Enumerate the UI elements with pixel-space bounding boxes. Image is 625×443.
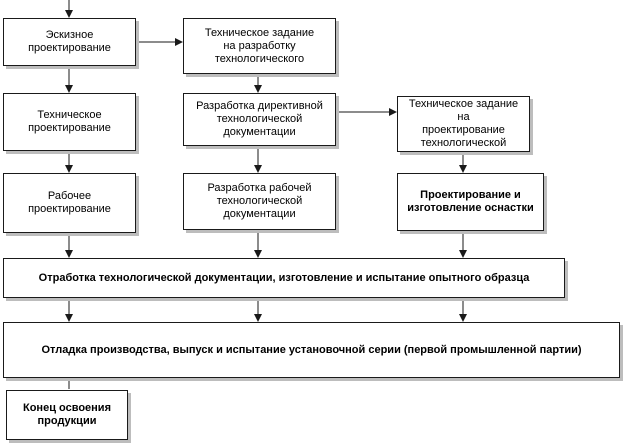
tech-spec-technology-box xyxy=(183,18,336,74)
prototype-testing-label: Отработка технологической документации, изготовление и испытание опытного образца xyxy=(38,271,530,284)
prototype-testing-box xyxy=(3,258,565,298)
working-documentation-box xyxy=(183,173,336,230)
tooling-label: Проектирование и изготовление оснастки xyxy=(407,189,534,214)
directive-documentation-label: Разработка директивной технологической документации xyxy=(196,100,323,138)
tech-spec-design-box xyxy=(397,96,530,152)
working-documentation-label: Разработка рабочей технологической документации xyxy=(207,182,312,220)
tooling-box xyxy=(397,173,544,231)
sketch-design-box xyxy=(3,18,136,66)
production-adjustment-label: Отладка производства, выпуск и испытание установочной серии (первой промышленной партии) xyxy=(41,343,582,356)
production-adjustment-box xyxy=(3,322,620,378)
technical-design-box xyxy=(3,93,136,151)
directive-documentation-box xyxy=(183,93,336,146)
tech-spec-technology-label: Техническое задание на разработку технологического xyxy=(204,26,315,65)
working-design-label: Рабочее проектирование xyxy=(28,190,111,215)
working-design-box xyxy=(3,173,136,233)
technical-design-label: Техническое проектирование xyxy=(28,109,111,134)
sketch-design-label: Эскизное проектирование xyxy=(28,29,111,54)
end-of-mastering-label: Конец освоения продукции xyxy=(23,402,111,427)
end-of-mastering-box xyxy=(6,390,128,440)
tech-spec-design-label: Техническое задание на проектирование технологической xyxy=(408,98,519,149)
